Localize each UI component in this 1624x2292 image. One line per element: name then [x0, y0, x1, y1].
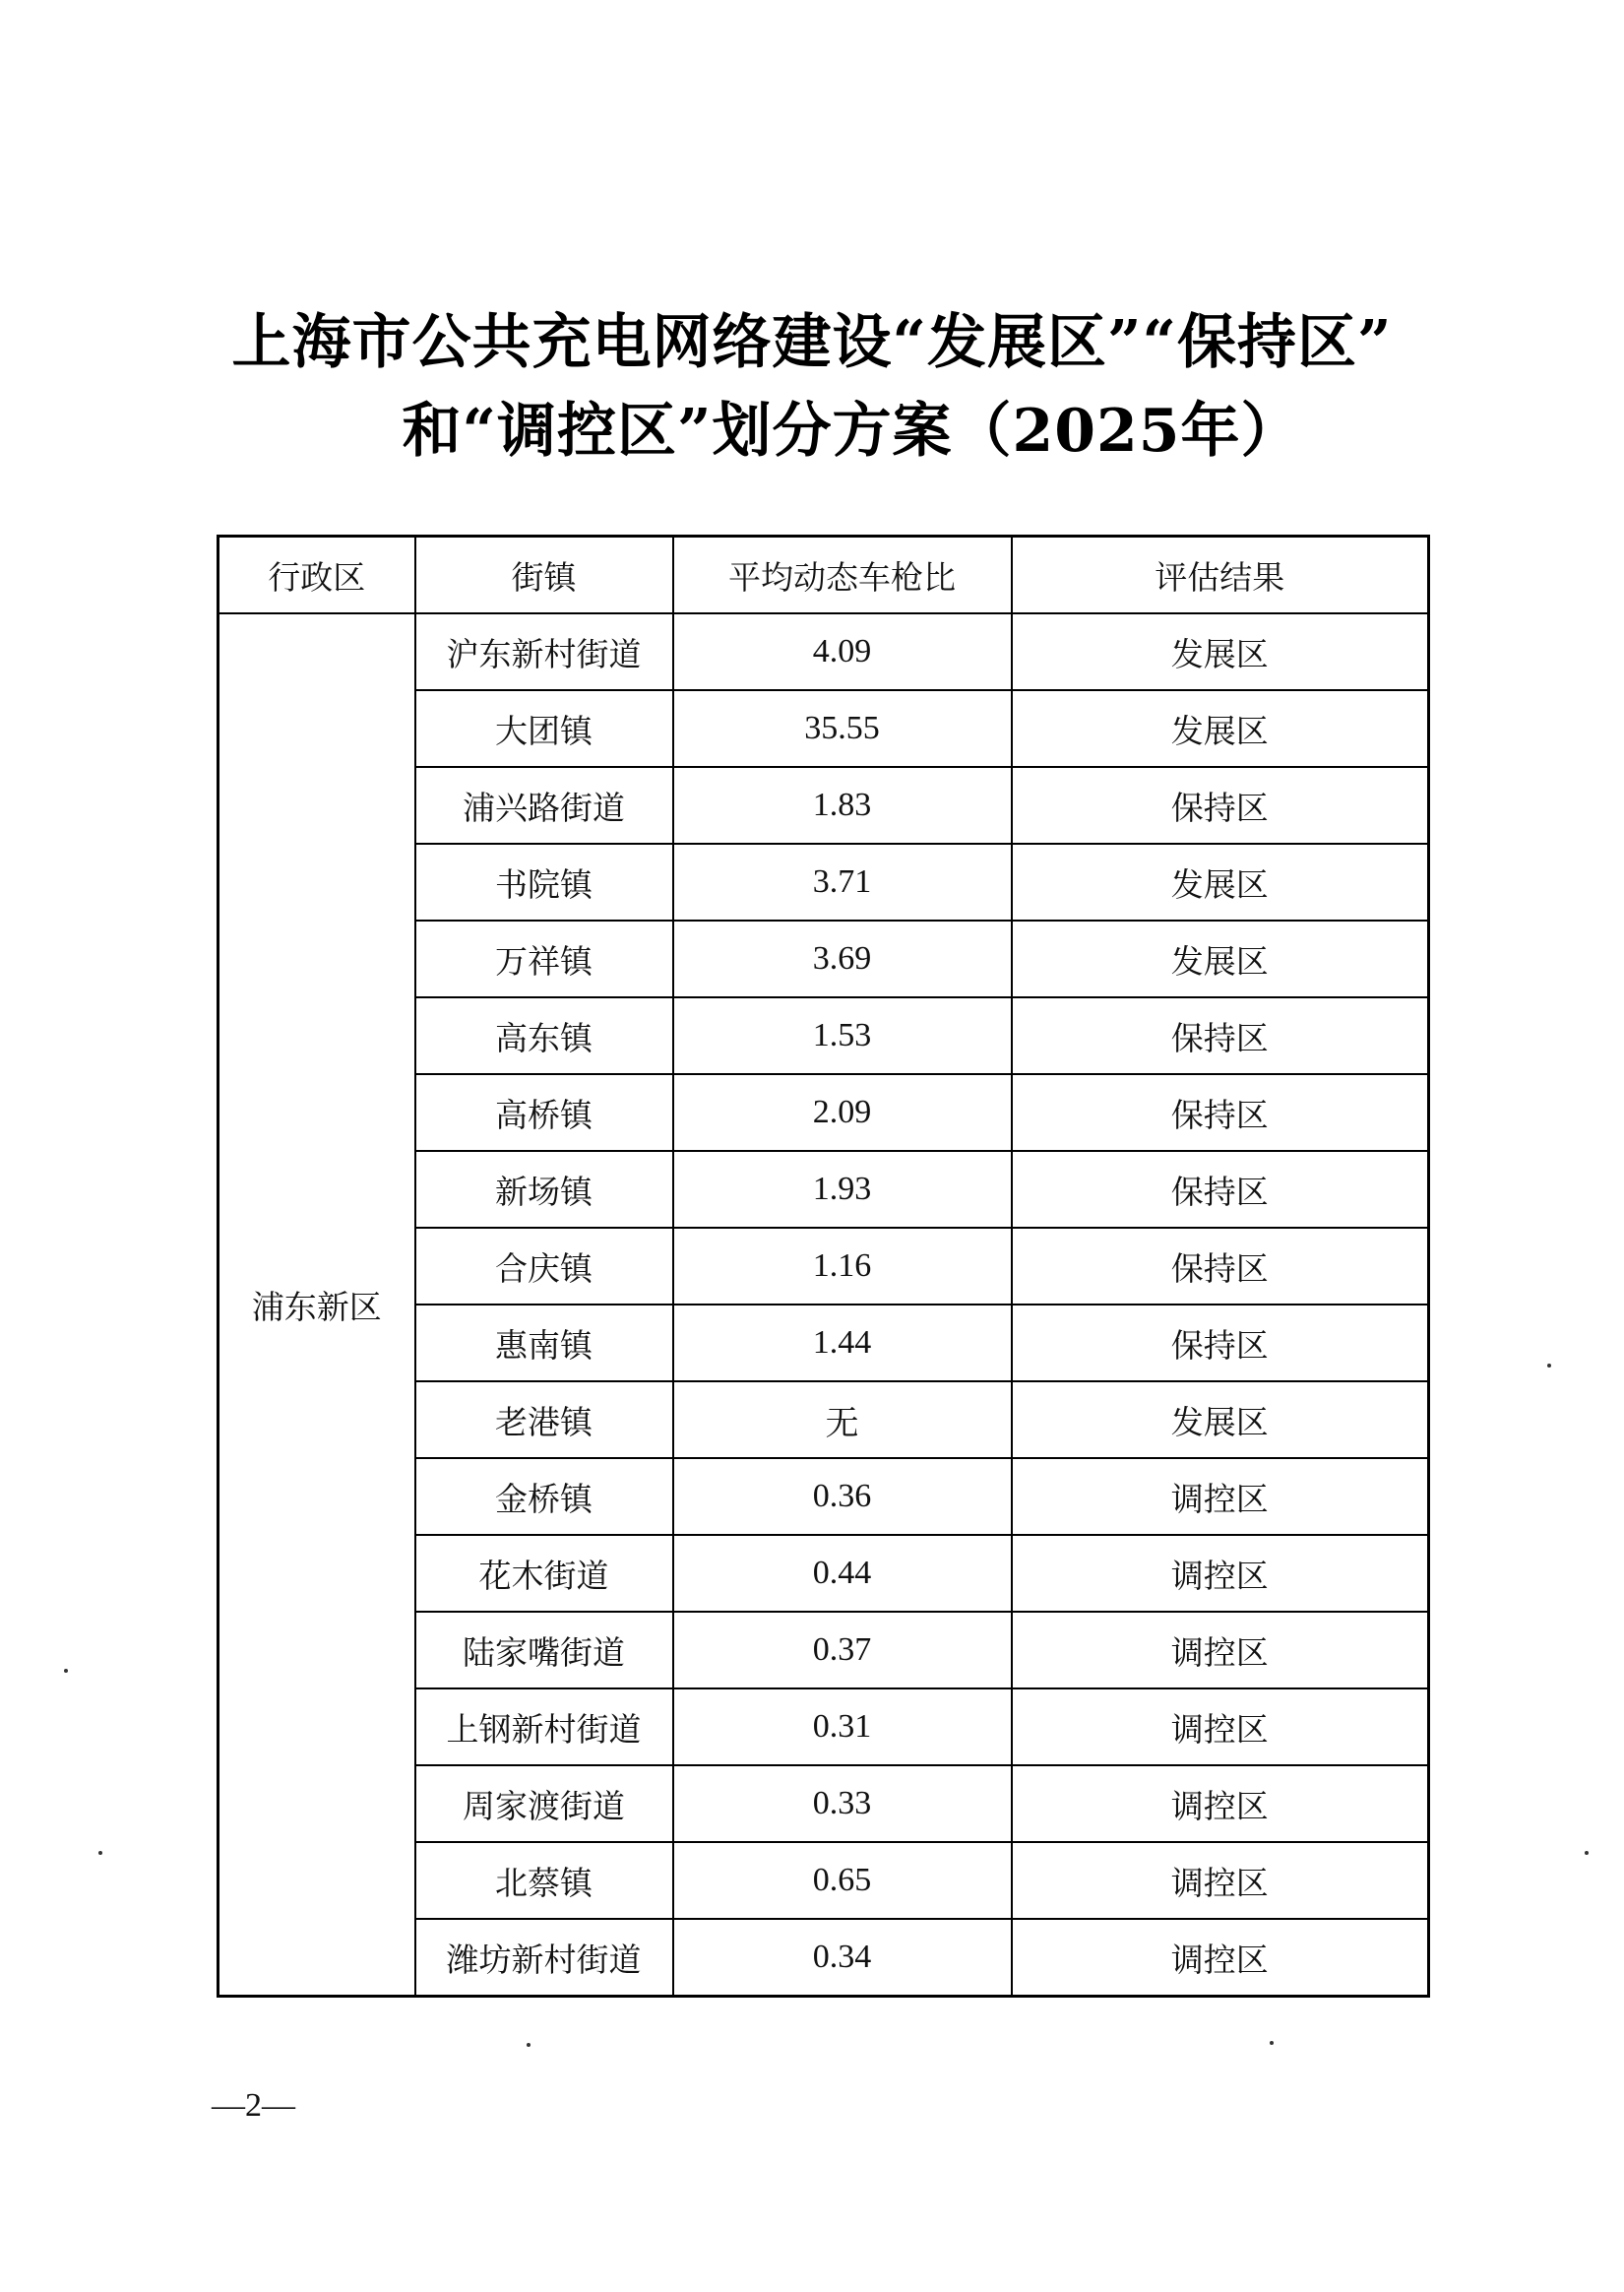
scan-speck [527, 2043, 531, 2047]
result-cell: 保持区 [1012, 1305, 1429, 1381]
document-title-line-1: 上海市公共充电网络建设“发展区”“保持区” [231, 308, 1393, 377]
page-number: —2— [212, 2087, 295, 2124]
result-cell: 保持区 [1012, 1074, 1429, 1151]
zoning-table [217, 535, 1430, 1998]
result-cell: 发展区 [1012, 613, 1429, 690]
street-cell: 北蔡镇 [415, 1842, 673, 1919]
table-row [219, 613, 1429, 690]
ratio-cell: 3.69 [673, 921, 1012, 997]
header-district: 行政区 [219, 537, 415, 614]
street-cell: 新场镇 [415, 1151, 673, 1228]
street-cell: 陆家嘴街道 [415, 1612, 673, 1688]
ratio-cell: 1.53 [673, 997, 1012, 1074]
scan-speck [98, 1851, 102, 1855]
result-cell: 发展区 [1012, 844, 1429, 921]
ratio-cell: 0.37 [673, 1612, 1012, 1688]
ratio-cell: 3.71 [673, 844, 1012, 921]
street-cell: 上钢新村街道 [415, 1688, 673, 1765]
scan-speck [1585, 1851, 1589, 1855]
ratio-cell: 4.09 [673, 613, 1012, 690]
table-header-row [219, 537, 1429, 614]
district-cell: 浦东新区 [219, 613, 415, 1997]
street-cell: 高桥镇 [415, 1074, 673, 1151]
header-street: 街镇 [415, 537, 673, 614]
ratio-cell: 2.09 [673, 1074, 1012, 1151]
result-cell: 调控区 [1012, 1612, 1429, 1688]
result-cell: 调控区 [1012, 1919, 1429, 1997]
result-cell: 保持区 [1012, 767, 1429, 844]
result-cell: 保持区 [1012, 1151, 1429, 1228]
table-body [219, 613, 1429, 1997]
scan-speck [1547, 1364, 1551, 1368]
ratio-cell: 0.33 [673, 1765, 1012, 1842]
document-title-line-2: 和“调控区”划分方案（2025年） [402, 397, 1301, 466]
street-cell: 高东镇 [415, 997, 673, 1074]
result-cell: 调控区 [1012, 1688, 1429, 1765]
ratio-cell: 1.44 [673, 1305, 1012, 1381]
result-cell: 保持区 [1012, 997, 1429, 1074]
result-cell: 发展区 [1012, 1381, 1429, 1458]
street-cell: 潍坊新村街道 [415, 1919, 673, 1997]
ratio-cell: 0.31 [673, 1688, 1012, 1765]
street-cell: 老港镇 [415, 1381, 673, 1458]
header-result: 评估结果 [1012, 537, 1429, 614]
ratio-cell: 0.44 [673, 1535, 1012, 1612]
street-cell: 万祥镇 [415, 921, 673, 997]
scan-speck [64, 1669, 68, 1673]
result-cell: 调控区 [1012, 1458, 1429, 1535]
ratio-cell: 1.93 [673, 1151, 1012, 1228]
street-cell: 惠南镇 [415, 1305, 673, 1381]
result-cell: 发展区 [1012, 921, 1429, 997]
result-cell: 调控区 [1012, 1535, 1429, 1612]
ratio-cell: 0.65 [673, 1842, 1012, 1919]
scan-speck [1270, 2041, 1274, 2045]
result-cell: 调控区 [1012, 1765, 1429, 1842]
result-cell: 保持区 [1012, 1228, 1429, 1305]
header-ratio: 平均动态车枪比 [673, 537, 1012, 614]
street-cell: 大团镇 [415, 690, 673, 767]
street-cell: 书院镇 [415, 844, 673, 921]
street-cell: 周家渡街道 [415, 1765, 673, 1842]
ratio-cell: 35.55 [673, 690, 1012, 767]
result-cell: 调控区 [1012, 1842, 1429, 1919]
ratio-cell: 无 [673, 1381, 1012, 1458]
ratio-cell: 1.83 [673, 767, 1012, 844]
street-cell: 金桥镇 [415, 1458, 673, 1535]
ratio-cell: 0.36 [673, 1458, 1012, 1535]
ratio-cell: 1.16 [673, 1228, 1012, 1305]
street-cell: 沪东新村街道 [415, 613, 673, 690]
ratio-cell: 0.34 [673, 1919, 1012, 1997]
result-cell: 发展区 [1012, 690, 1429, 767]
street-cell: 合庆镇 [415, 1228, 673, 1305]
street-cell: 花木街道 [415, 1535, 673, 1612]
street-cell: 浦兴路街道 [415, 767, 673, 844]
